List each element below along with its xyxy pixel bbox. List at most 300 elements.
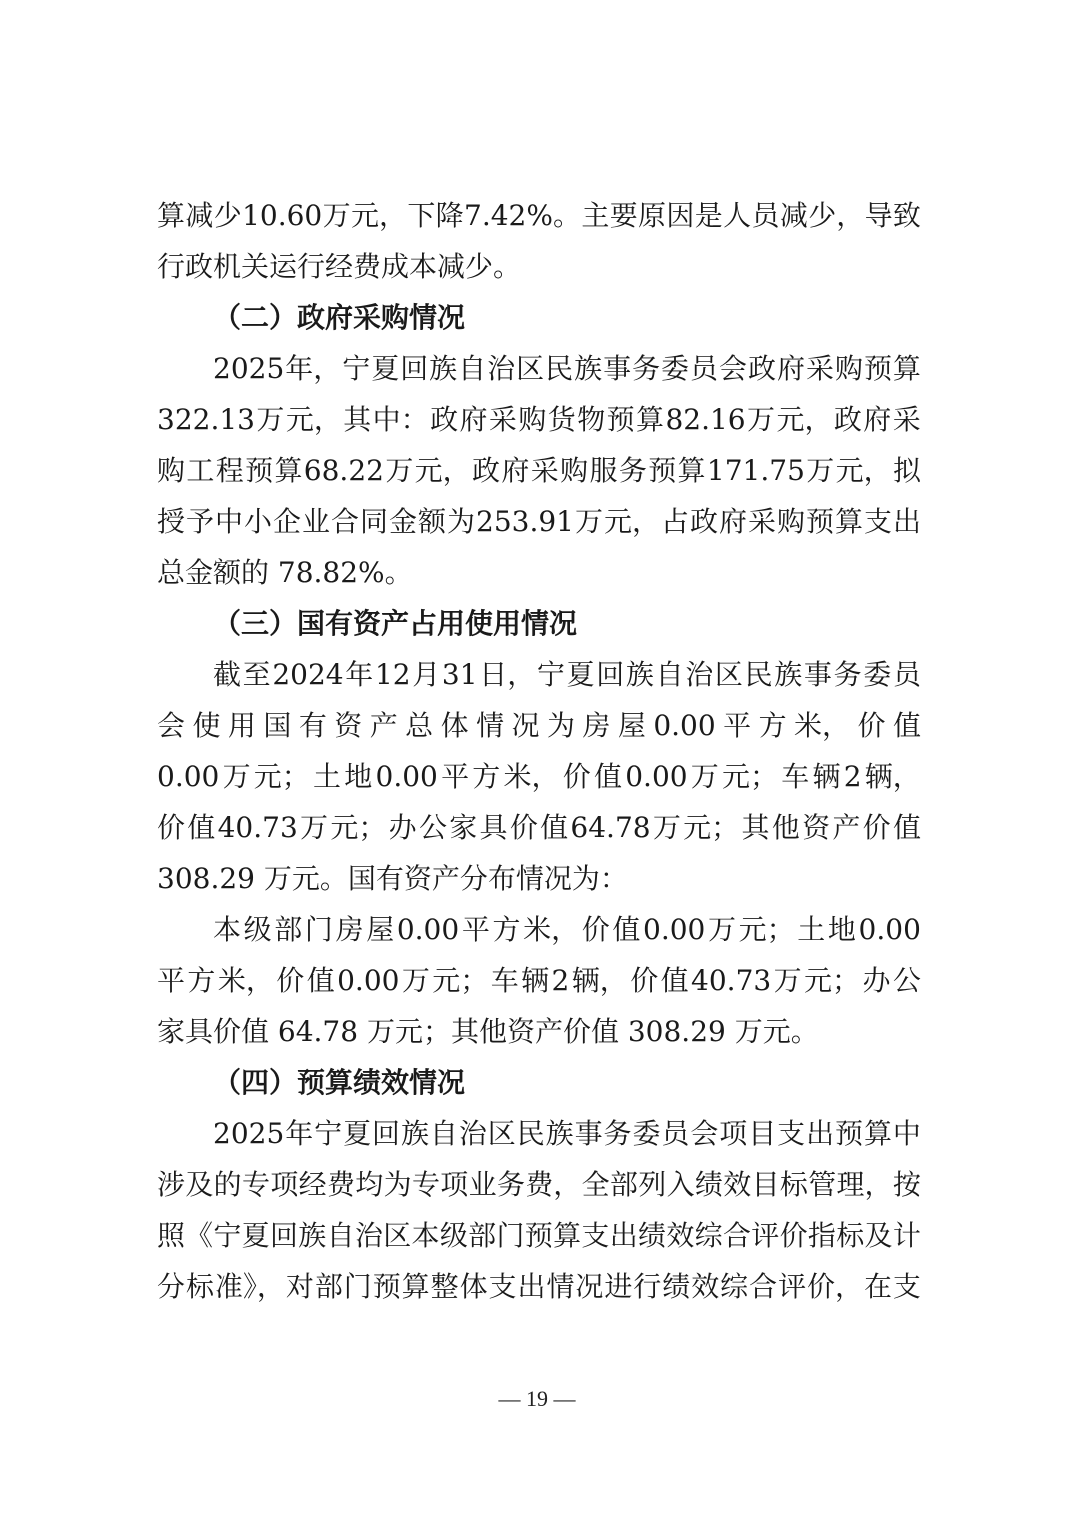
- text-chunk: 出: [892, 505, 921, 538]
- text-chunk: 府: [776, 352, 805, 385]
- text-chunk: 预: [245, 454, 274, 487]
- text-chunk: 经: [298, 1168, 327, 1201]
- text-chunk: 0.00: [375, 760, 438, 793]
- text-chunk: 公: [418, 811, 447, 844]
- text-chunk: 车: [781, 760, 810, 793]
- text-chunk: 夏: [566, 658, 595, 691]
- text-chunk: 出: [806, 1117, 835, 1150]
- text-chunk: 同: [360, 505, 389, 538]
- text-chunk: 预: [805, 505, 834, 538]
- text-chunk: 算: [274, 454, 303, 487]
- text-chunk: 员: [751, 199, 780, 232]
- text-chunk: 族: [400, 1117, 429, 1150]
- text-chunk: 米，: [794, 709, 851, 742]
- text-chunk: 出: [517, 1270, 546, 1303]
- text-chunk: 购: [518, 403, 547, 436]
- text-chunk: 元；: [804, 964, 861, 997]
- text-chunk: 事: [803, 658, 832, 691]
- text-chunk: 族: [545, 1117, 574, 1150]
- text-chunk: 减: [185, 199, 214, 232]
- text-chunk: 宁: [314, 1117, 343, 1150]
- text-chunk: 部: [314, 1270, 343, 1303]
- text-chunk: 10.60: [242, 199, 323, 232]
- text-chunk: 族: [298, 1219, 327, 1252]
- text-chunk: 元，: [350, 199, 407, 232]
- text-chunk: 程: [215, 454, 244, 487]
- text-chunk: 采: [892, 403, 921, 436]
- text-chunk: 为: [447, 505, 476, 538]
- text-chunk: 产: [369, 709, 398, 742]
- text-chunk: 资: [802, 811, 831, 844]
- text-chunk: 价: [562, 760, 591, 793]
- text-chunk: 费: [326, 1168, 355, 1201]
- text-chunk: 元；: [683, 811, 740, 844]
- text-chunk: 他: [771, 811, 800, 844]
- text-chunk: 土: [313, 760, 342, 793]
- text-chunk: 列: [638, 1168, 667, 1201]
- text-chunk: 导: [864, 199, 893, 232]
- text-chunk: 值: [612, 913, 641, 946]
- text-chunk: 米，: [503, 760, 560, 793]
- text-chunk: 支: [777, 1117, 806, 1150]
- paragraph-line: [157, 190, 921, 241]
- text-chunk: 算: [553, 1219, 582, 1252]
- text-chunk: 整: [430, 1270, 459, 1303]
- text-chunk: 房: [582, 709, 611, 742]
- paragraph-line: 308.29 万元。国有资产分布情况为：: [157, 862, 628, 895]
- paragraph-line: 总金额的 78.82%。: [157, 556, 413, 589]
- text-chunk: 政: [748, 352, 777, 385]
- text-chunk: 0.00: [643, 913, 706, 946]
- text-chunk: 员: [690, 352, 719, 385]
- text-chunk: 房: [335, 913, 364, 946]
- text-chunk: 0.00: [858, 913, 921, 946]
- text-chunk: 至: [242, 658, 271, 691]
- paragraph-line: [157, 1210, 921, 1261]
- text-chunk: 会: [157, 709, 186, 742]
- text-chunk: 合: [331, 505, 360, 538]
- section-heading: （二）政府采购情况: [213, 301, 466, 334]
- text-chunk: 家: [449, 811, 478, 844]
- text-chunk: 治: [685, 658, 714, 691]
- text-chunk: 情: [546, 1270, 575, 1303]
- text-chunk: 委: [661, 352, 690, 385]
- text-chunk: 支: [863, 505, 892, 538]
- text-chunk: 其: [343, 403, 372, 436]
- text-chunk: 为: [383, 1168, 412, 1201]
- text-chunk: 预: [863, 352, 892, 385]
- text-chunk: 按: [892, 1168, 921, 1201]
- text-chunk: 绩: [662, 1270, 691, 1303]
- text-chunk: 宁: [213, 1219, 242, 1252]
- text-chunk: 算: [157, 199, 186, 232]
- text-chunk: 本: [411, 1219, 440, 1252]
- text-chunk: 值: [540, 811, 569, 844]
- text-chunk: 级: [439, 1219, 468, 1252]
- text-chunk: 土: [797, 913, 826, 946]
- text-chunk: 况: [575, 1270, 604, 1303]
- text-chunk: 方: [472, 760, 501, 793]
- text-chunk: 采: [530, 454, 559, 487]
- text-chunk: 辆: [812, 760, 841, 793]
- text-chunk: 算: [863, 1117, 892, 1150]
- text-chunk: 回: [596, 658, 625, 691]
- text-chunk: 项: [440, 1168, 469, 1201]
- text-chunk: 项: [270, 1168, 299, 1201]
- text-chunk: 辆，: [864, 760, 921, 793]
- text-chunk: 全: [581, 1168, 610, 1201]
- text-chunk: 部: [609, 1168, 638, 1201]
- text-chunk: 减: [779, 199, 808, 232]
- text-chunk: 区: [487, 1117, 516, 1150]
- text-chunk: 31: [441, 658, 478, 691]
- text-chunk: 出: [609, 1219, 638, 1252]
- text-chunk: 自: [655, 658, 684, 691]
- text-chunk: 况: [511, 709, 540, 742]
- text-chunk: 322.13: [157, 403, 255, 436]
- text-chunk: 主: [581, 199, 610, 232]
- text-chunk: 平: [441, 760, 470, 793]
- text-chunk: 进: [604, 1270, 633, 1303]
- text-chunk: 预: [372, 1270, 401, 1303]
- section-heading: （三）国有资产占用使用情况: [213, 607, 578, 640]
- text-chunk: 府: [718, 505, 747, 538]
- text-chunk: 回: [372, 1117, 401, 1150]
- text-chunk: 降: [435, 199, 464, 232]
- text-chunk: 元，: [285, 403, 342, 436]
- text-chunk: 准》，: [214, 1270, 285, 1303]
- text-chunk: 绩: [694, 1168, 723, 1201]
- text-chunk: 万: [322, 199, 351, 232]
- paragraph-line: [157, 1261, 921, 1312]
- text-chunk: 屋: [617, 709, 646, 742]
- text-chunk: 原: [638, 199, 667, 232]
- text-chunk: 中：: [372, 403, 429, 436]
- text-chunk: 评: [751, 1219, 780, 1252]
- text-chunk: 费，: [525, 1168, 582, 1201]
- text-chunk: 治: [458, 1117, 487, 1150]
- text-chunk: 下: [407, 199, 436, 232]
- text-chunk: 政: [833, 403, 862, 436]
- text-chunk: 购: [560, 454, 589, 487]
- text-chunk: 务: [618, 454, 647, 487]
- text-chunk: 资: [334, 709, 363, 742]
- text-chunk: 政: [430, 403, 459, 436]
- text-chunk: 截: [213, 658, 242, 691]
- text-chunk: 入: [666, 1168, 695, 1201]
- text-chunk: 预: [524, 1219, 553, 1252]
- text-chunk: 标: [185, 1270, 214, 1303]
- text-chunk: 0.00: [157, 760, 220, 793]
- text-chunk: 预: [648, 454, 677, 487]
- text-chunk: 业: [468, 1168, 497, 1201]
- text-chunk: 用: [227, 709, 256, 742]
- text-chunk: 支: [581, 1219, 610, 1252]
- paragraph-line: [157, 751, 921, 802]
- text-chunk: 及: [185, 1168, 214, 1201]
- text-chunk: 事: [574, 1117, 603, 1150]
- text-chunk: 7.42%。: [464, 199, 581, 232]
- text-chunk: 值: [892, 811, 921, 844]
- text-chunk: 拟: [892, 454, 921, 487]
- text-chunk: 元；: [738, 913, 795, 946]
- text-chunk: 小: [244, 505, 273, 538]
- text-chunk: 办: [388, 811, 417, 844]
- text-chunk: 对: [285, 1270, 314, 1303]
- text-chunk: 计: [892, 1219, 921, 1252]
- text-chunk: 府: [501, 454, 530, 487]
- text-chunk: 平: [157, 964, 186, 997]
- text-chunk: 予: [186, 505, 215, 538]
- text-chunk: 元，: [414, 454, 471, 487]
- text-chunk: 公: [892, 964, 921, 997]
- text-chunk: 万: [652, 811, 681, 844]
- paragraph-line: [157, 1108, 921, 1159]
- text-chunk: 元，: [835, 454, 892, 487]
- paragraph-line: [157, 445, 921, 496]
- text-chunk: 务: [833, 658, 862, 691]
- text-chunk: 万: [747, 403, 776, 436]
- text-chunk: 方: [187, 964, 216, 997]
- text-chunk: 合: [722, 1219, 751, 1252]
- text-chunk: 万: [222, 760, 251, 793]
- paragraph-line: [157, 802, 921, 853]
- text-chunk: 0.00: [653, 709, 716, 742]
- text-chunk: 万: [574, 505, 603, 538]
- text-chunk: 价，: [807, 1270, 864, 1303]
- text-chunk: 金: [389, 505, 418, 538]
- paragraph-line: [157, 955, 921, 1006]
- text-chunk: 68.22: [303, 454, 384, 487]
- text-chunk: 2: [843, 760, 862, 793]
- text-chunk: 自: [429, 1117, 458, 1150]
- text-chunk: 万: [690, 760, 719, 793]
- text-chunk: 授: [157, 505, 186, 538]
- text-chunk: 专: [411, 1168, 440, 1201]
- text-chunk: 方: [758, 709, 787, 742]
- text-chunk: 2: [551, 964, 570, 997]
- text-chunk: 算: [401, 1270, 430, 1303]
- text-chunk: 万: [806, 454, 835, 487]
- text-chunk: 要: [609, 199, 638, 232]
- text-chunk: 算: [892, 352, 921, 385]
- text-chunk: 致: [892, 199, 921, 232]
- text-chunk: 在: [863, 1270, 892, 1303]
- text-chunk: 民: [545, 352, 574, 385]
- text-chunk: 门: [343, 1270, 372, 1303]
- text-chunk: 族: [774, 658, 803, 691]
- text-chunk: 值: [594, 760, 623, 793]
- text-chunk: 元；: [432, 964, 489, 997]
- text-chunk: 日，: [479, 658, 536, 691]
- text-chunk: 0.00: [337, 964, 400, 997]
- paragraph-line: [157, 343, 921, 394]
- text-chunk: 人: [723, 199, 752, 232]
- text-chunk: 族: [574, 352, 603, 385]
- text-chunk: 企: [273, 505, 302, 538]
- text-chunk: 部: [468, 1219, 497, 1252]
- text-chunk: 国: [263, 709, 292, 742]
- text-chunk: 效: [666, 1219, 695, 1252]
- text-chunk: 地: [344, 760, 373, 793]
- text-chunk: 门: [496, 1219, 525, 1252]
- text-chunk: 平: [723, 709, 752, 742]
- text-chunk: 2025: [213, 352, 285, 385]
- text-chunk: 体: [440, 709, 469, 742]
- text-chunk: 服: [589, 454, 618, 487]
- document-body: [157, 190, 921, 1312]
- text-chunk: 2024: [272, 658, 344, 691]
- text-chunk: 万: [707, 913, 736, 946]
- text-chunk: 工: [186, 454, 215, 487]
- text-chunk: 价: [779, 1219, 808, 1252]
- text-chunk: 照《: [157, 1219, 214, 1252]
- text-chunk: 夏: [241, 1219, 270, 1252]
- text-chunk: 购: [834, 352, 863, 385]
- text-chunk: 区: [383, 1219, 412, 1252]
- text-chunk: 治: [487, 352, 516, 385]
- text-chunk: 购: [157, 454, 186, 487]
- text-chunk: 平: [461, 913, 490, 946]
- paragraph-line: [157, 649, 921, 700]
- text-chunk: 委: [863, 658, 892, 691]
- text-chunk: 产: [832, 811, 861, 844]
- text-chunk: 中: [215, 505, 244, 538]
- text-chunk: 的: [213, 1168, 242, 1201]
- text-chunk: 自: [458, 352, 487, 385]
- text-chunk: 级: [243, 913, 272, 946]
- text-chunk: 员: [661, 1117, 690, 1150]
- text-chunk: 价: [157, 811, 186, 844]
- text-chunk: 专: [241, 1168, 270, 1201]
- text-chunk: 年，: [285, 352, 342, 385]
- paragraph-line: 家具价值 64.78 万元；其他资产价值 308.29 万元。: [157, 1015, 819, 1048]
- text-chunk: 是: [694, 199, 723, 232]
- text-chunk: 辆: [521, 964, 550, 997]
- text-chunk: 标: [779, 1168, 808, 1201]
- paragraph-line: [157, 904, 921, 955]
- text-chunk: 自: [326, 1219, 355, 1252]
- text-chunk: 宁: [536, 658, 565, 691]
- text-chunk: 宁: [342, 352, 371, 385]
- text-chunk: 中: [892, 1117, 921, 1150]
- text-chunk: 族: [625, 658, 654, 691]
- text-chunk: 标: [836, 1219, 865, 1252]
- text-chunk: 目: [751, 1168, 780, 1201]
- text-chunk: 务: [603, 1117, 632, 1150]
- text-chunk: 因: [666, 199, 695, 232]
- text-chunk: 业: [302, 505, 331, 538]
- text-chunk: 少: [213, 199, 242, 232]
- text-chunk: 府: [459, 403, 488, 436]
- text-chunk: 综: [694, 1219, 723, 1252]
- text-chunk: 万: [773, 964, 802, 997]
- text-chunk: 价: [630, 964, 659, 997]
- text-chunk: 部: [274, 913, 303, 946]
- text-chunk: 支: [892, 1270, 921, 1303]
- text-chunk: 委: [632, 1117, 661, 1150]
- text-chunk: 效: [691, 1270, 720, 1303]
- paragraph-line: [157, 496, 921, 547]
- text-chunk: 值: [892, 709, 921, 742]
- text-chunk: 万: [256, 403, 285, 436]
- text-chunk: 少，: [808, 199, 865, 232]
- text-chunk: 占: [660, 505, 689, 538]
- text-chunk: 族: [429, 352, 458, 385]
- text-chunk: 回: [269, 1219, 298, 1252]
- text-chunk: 元，: [776, 403, 833, 436]
- text-chunk: 政: [689, 505, 718, 538]
- text-chunk: 12: [374, 658, 411, 691]
- text-chunk: 理，: [836, 1168, 893, 1201]
- text-chunk: 年: [285, 1117, 314, 1150]
- text-chunk: 府: [863, 403, 892, 436]
- text-chunk: 年: [345, 658, 374, 691]
- text-chunk: 米，: [217, 964, 274, 997]
- paragraph-line: [157, 1159, 921, 1210]
- text-chunk: 算: [834, 505, 863, 538]
- text-chunk: 涉: [157, 1168, 186, 1201]
- text-chunk: 元；: [330, 811, 387, 844]
- text-chunk: 门: [304, 913, 333, 946]
- text-chunk: 40.73: [691, 964, 772, 997]
- text-chunk: 总: [405, 709, 434, 742]
- text-chunk: 员: [892, 658, 921, 691]
- section-heading: （四）预算绩效情况: [213, 1066, 466, 1099]
- text-chunk: 万: [300, 811, 329, 844]
- text-chunk: 本: [213, 913, 242, 946]
- text-chunk: 具: [479, 811, 508, 844]
- paragraph-line: [157, 700, 921, 751]
- text-chunk: 月: [412, 658, 441, 691]
- text-chunk: 治: [354, 1219, 383, 1252]
- text-chunk: 元；: [722, 760, 779, 793]
- text-chunk: 价: [581, 913, 610, 946]
- text-chunk: 171.75: [706, 454, 805, 487]
- text-chunk: 项: [719, 1117, 748, 1150]
- text-chunk: 务: [496, 1168, 525, 1201]
- text-chunk: 及: [864, 1219, 893, 1252]
- text-chunk: 价: [857, 709, 886, 742]
- text-chunk: 民: [744, 658, 773, 691]
- text-chunk: 米，: [523, 913, 580, 946]
- text-chunk: 行: [633, 1270, 662, 1303]
- page-number: — 19 —: [498, 1386, 576, 1411]
- text-chunk: 采: [747, 505, 776, 538]
- text-chunk: 区: [516, 352, 545, 385]
- text-chunk: 额: [418, 505, 447, 538]
- text-chunk: 办: [862, 964, 891, 997]
- text-chunk: 绩: [638, 1219, 667, 1252]
- text-chunk: 车: [490, 964, 519, 997]
- text-chunk: 夏: [343, 1117, 372, 1150]
- text-chunk: 64.78: [570, 811, 651, 844]
- text-chunk: 情: [476, 709, 505, 742]
- text-chunk: 0.00: [396, 913, 460, 946]
- text-chunk: 货: [547, 403, 576, 436]
- text-chunk: 均: [355, 1168, 384, 1201]
- text-chunk: 指: [807, 1219, 836, 1252]
- text-chunk: 务: [632, 352, 661, 385]
- text-chunk: 政: [472, 454, 501, 487]
- text-chunk: 价: [862, 811, 891, 844]
- text-chunk: 使: [192, 709, 221, 742]
- text-chunk: 万: [401, 964, 430, 997]
- text-chunk: 元；: [253, 760, 310, 793]
- text-chunk: 为: [546, 709, 575, 742]
- paragraph-line: 行政机关运行经费成本减少。: [157, 250, 522, 283]
- text-chunk: 0.00: [625, 760, 688, 793]
